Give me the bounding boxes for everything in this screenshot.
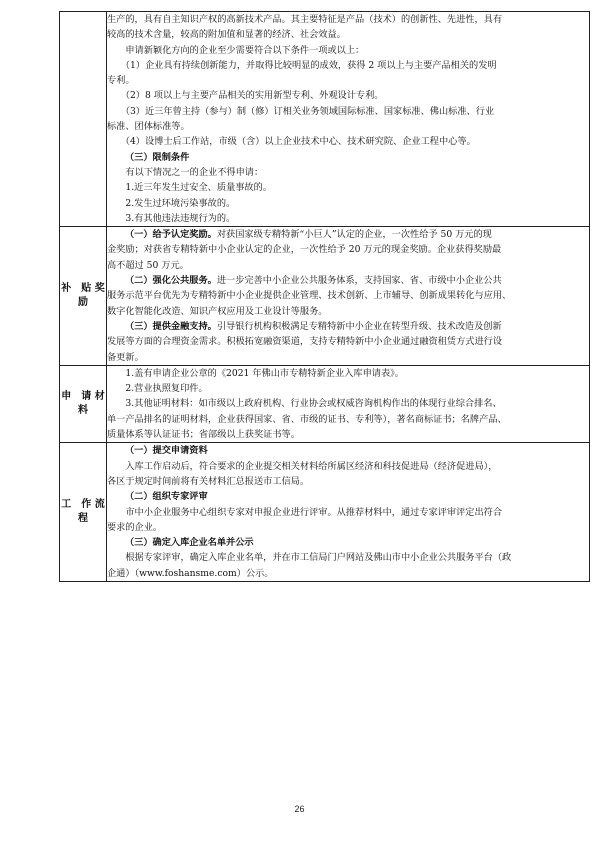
text-line: 高不超过 50 万元。 [107,259,189,271]
text-line: 3.其他证明材料：如市级以上政府机构、行业协会或权威咨询机构作出的体现行业综合排名、 [107,398,502,410]
text-line: 金奖励；对获省专精特新中小企业认定的企业，一次性给予 20 万元的现金奖励。企业获得奖励最 [107,244,502,256]
text-line: （1）企业具有持续创新能力，并取得比较明显的成效，获得 2 项以上与主要产品相关的发明 [107,59,497,71]
text-line: 质量体系等认证证书；省部级以上获奖证书等。 [107,429,300,441]
text-line: 较高的技术含量，较高的附加值和显著的经济、社会效益。 [107,29,346,41]
text-line: （2）8 项以上与主要产品相关的实用新型专利、外观设计专利。 [107,90,384,102]
text-line: 2.营业执照复印件。 [107,383,208,395]
item-text: 引导银行机构积极满足专精特新中小企业在转型升级、技术改造及创新 [216,320,502,332]
text-line: 专利。 [107,75,135,87]
text-line: 入库工作启动后，符合要求的企业提交相关材料给所属区经济和科技促进局（经济促进局）， [107,460,498,472]
text-line: 根据专家评审，确定入库企业名单，并在市工信局门户网站及佛山市中小企业公共服务平台（政 [107,552,512,564]
item-heading: （三）提供金融支持。 [125,320,217,332]
process-cell [107,443,590,582]
text-line: 申请新颖化方向的企业至少需要符合以下条件一项或以上： [107,44,365,56]
row-label-empty [60,12,107,227]
row-label-subsidy: 补 贴 奖励 [60,227,107,366]
item-text: 对获国家级专精特新“小巨人”认定的企业，一次性给予 50 万元的现 [216,229,492,241]
row-label-materials: 申 请 材料 [60,365,107,442]
subsidy-cell [107,227,590,366]
table-row [60,365,590,442]
materials-cell [107,365,590,442]
section-heading: （二）组织专家评审 [125,491,208,503]
text-line [107,227,589,242]
text-line: 备更新。 [107,351,144,363]
text-line: 标准、团体标准等。 [107,121,190,133]
text-line: 服务示范平台优先为专精特新中小企业提供企业管理、技术创新、上市辅导、创新成果转化与应用、 [107,290,512,302]
text-line: 数字化智能化改造、知识产权应用及工业设计等服务。 [107,305,328,317]
text-line: 2.发生过环境污染事故的。 [107,197,236,209]
text-line: 生产的，具有自主知识产权的高新技术产品。其主要特征是产品（技术）的创新性、先进性，具有 [107,14,503,25]
conditions-cell [107,12,590,227]
section-heading: （三）确定入库企业名单并公示 [125,537,254,549]
text-line: （4）设博士后工作站，市级（含）以上企业技术中心、技术研究院、企业工程中心等。 [107,136,476,148]
text-line: 市中小企业服务中心组织专家对申报企业进行评审。从推荐材料中，通过专家评审评定出符合 [107,506,503,518]
table-row [60,12,590,227]
text-line: 各区于规定时间前将有关材料汇总报送市工信局。 [107,475,310,487]
text-line [107,273,589,288]
item-heading: （一）给予认定奖励。 [125,229,217,241]
item-text: 进一步完善中小企业公共服务体系，支持国家、省、市级中小企业公共 [216,275,502,287]
text-line: （3）近三年曾主持（参与）制（修）订相关业务领域国际标准、国家标准、佛山标准、行业 [107,105,495,117]
text-line: 1.近三年发生过安全、质量事故的。 [107,182,272,194]
table-row [60,443,590,582]
text-line [107,319,589,334]
policy-table [59,11,590,582]
text-line: 有以下情况之一的企业不得申请： [107,166,264,178]
page-number: 26 [294,804,305,814]
section-heading: （三）限制条件 [125,151,190,163]
text-line: 企通）（www.foshansme.com）公示。 [107,567,274,579]
text-line: 发展等方面的合理资金需求。积极拓宽融资渠道，支持专精特新中小企业通过融资租赁方式进行设 [107,336,503,348]
section-heading: （一）提交申请资料 [125,445,208,457]
text-line: 要求的企业。 [107,521,163,533]
item-heading: （二）强化公共服务。 [125,275,217,287]
text-line: 1.盖有申请企业公章的《2021 年佛山市专精特新企业入库申请表》。 [107,367,404,379]
text-line: 3.有其他违法违规行为的。 [107,212,236,224]
table-row [60,227,590,366]
text-line: 单一产品排名的证明材料，企业获得国家、省、市级的证书、专利等），著名商标证书；名牌产品、 [107,413,507,425]
row-label-process: 工 作 流程 [60,443,107,582]
